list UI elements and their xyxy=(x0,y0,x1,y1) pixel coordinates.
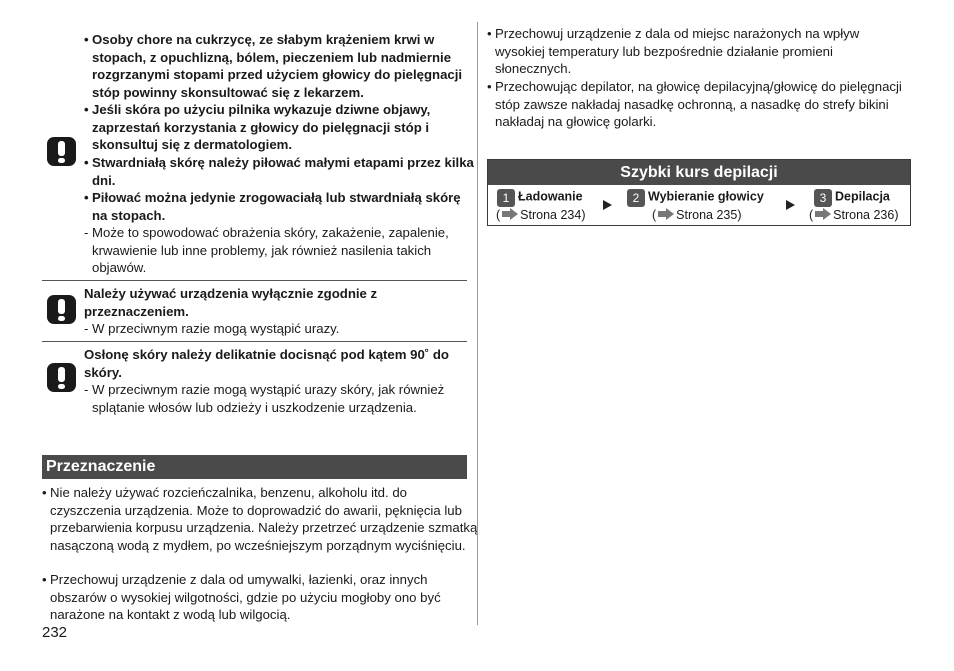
step-2-ref: ( Strona 235) xyxy=(652,208,742,222)
warning1-note: - Może to spowodować obrażenia skóry, zakażenie, zapalenie, krwawienie lub inne problemy, jak również nasilenia takich objawów. xyxy=(84,225,449,276)
step-arrow-icon xyxy=(603,200,612,210)
step-2 xyxy=(627,188,764,207)
reference-arrow-icon xyxy=(815,208,831,220)
section-heading: Przeznaczenie xyxy=(42,455,467,479)
step-label: Ładowanie xyxy=(518,189,583,204)
warning1-bullet-4: • Piłować można jedynie zrogowaciałą lub stwardniałą skórę na stopach. xyxy=(84,190,461,223)
divider xyxy=(42,280,467,281)
warning3-title: Osłonę skóry należy delikatnie docisnąć pod kątem 90˚ do skóry. xyxy=(84,347,449,380)
warning-exclamation-icon xyxy=(47,295,76,324)
step-3 xyxy=(814,188,890,207)
right-bullet-1: • Przechowuj urządzenie z dala od miejsc narażonych na wpływ wysokiej temperatury lub bezpośrednie działanie promieni słonecznych. xyxy=(487,26,860,77)
reference-arrow-icon xyxy=(502,208,518,220)
warning-exclamation-icon xyxy=(47,363,76,392)
step-1-ref: ( Strona 234) xyxy=(496,208,586,222)
step-number: 1 xyxy=(497,189,515,207)
step-label: Depilacja xyxy=(835,189,890,204)
step-number: 2 xyxy=(627,189,645,207)
warning2-note: - W przeciwnym razie mogą wystąpić urazy. xyxy=(84,321,340,336)
warning1-bullet-3: • Stwardniałą skórę należy piłować małymi etapami przez kilka dni. xyxy=(84,155,474,188)
section-bullet-1: • Nie należy używać rozcieńczalnika, benzenu, alkoholu itd. do czyszczenia urządzenia. Może to doprowadzić do awarii, pęknięcia lub przebarwienia korpusu urządzenia. Należy przetrzeć urządzenie szmatką nasączoną wodą z mydłem, po wcześniejszym porządnym wyciśnięciu. xyxy=(42,485,478,553)
warning2-title: Należy używać urządzenia wyłącznie zgodnie z przeznaczeniem. xyxy=(84,286,378,319)
warning1-bullet-1: • Osoby chore na cukrzycę, ze słabym krążeniem krwi w stopach, z opuchlizną, bólem, pieczeniem lub nadmiernie rozgrzanymi stopami przed użyciem głowicy do pielęgnacji stóp powinny skonsultować się z lekarzem. xyxy=(84,32,463,100)
reference-arrow-icon xyxy=(658,208,674,220)
column-divider xyxy=(477,22,478,625)
warning1-bullet-2: • Jeśli skóra po użyciu pilnika wykazuje dziwne objawy, zaprzestań korzystania z głowicy do pielęgnacji stóp i skonsultuj się z dermatologiem. xyxy=(84,102,431,153)
warning-exclamation-icon xyxy=(47,137,76,166)
warning3-note: - W przeciwnym razie mogą wystąpić urazy skóry, jak również splątanie włosów lub odzieży i uszkodzenie urządzenia. xyxy=(84,382,445,415)
divider xyxy=(42,341,467,342)
step-number: 3 xyxy=(814,189,832,207)
step-arrow-icon xyxy=(786,200,795,210)
page-number: 232 xyxy=(42,624,68,641)
right-bullet-2: • Przechowując depilator, na głowicę depilacyjną/głowicę do pielęgnacji stóp zawsze nakładaj nasadkę ochronną, a nasadkę do strefy bikini nakładaj na głowicę golarki. xyxy=(487,79,902,130)
quick-course-title: Szybki kurs depilacji xyxy=(488,160,910,185)
step-1 xyxy=(497,188,583,207)
step-3-ref: ( Strona 236) xyxy=(809,208,899,222)
quick-course-box xyxy=(487,159,911,226)
step-label: Wybieranie głowicy xyxy=(648,189,764,204)
section-bullet-2: • Przechowuj urządzenie z dala od umywalki, łazienki, oraz innych obszarów o wysokiej wilgotności, gdzie po użyciu mogłoby ono być narażone na kontakt z wodą lub wilgocią. xyxy=(42,572,441,623)
